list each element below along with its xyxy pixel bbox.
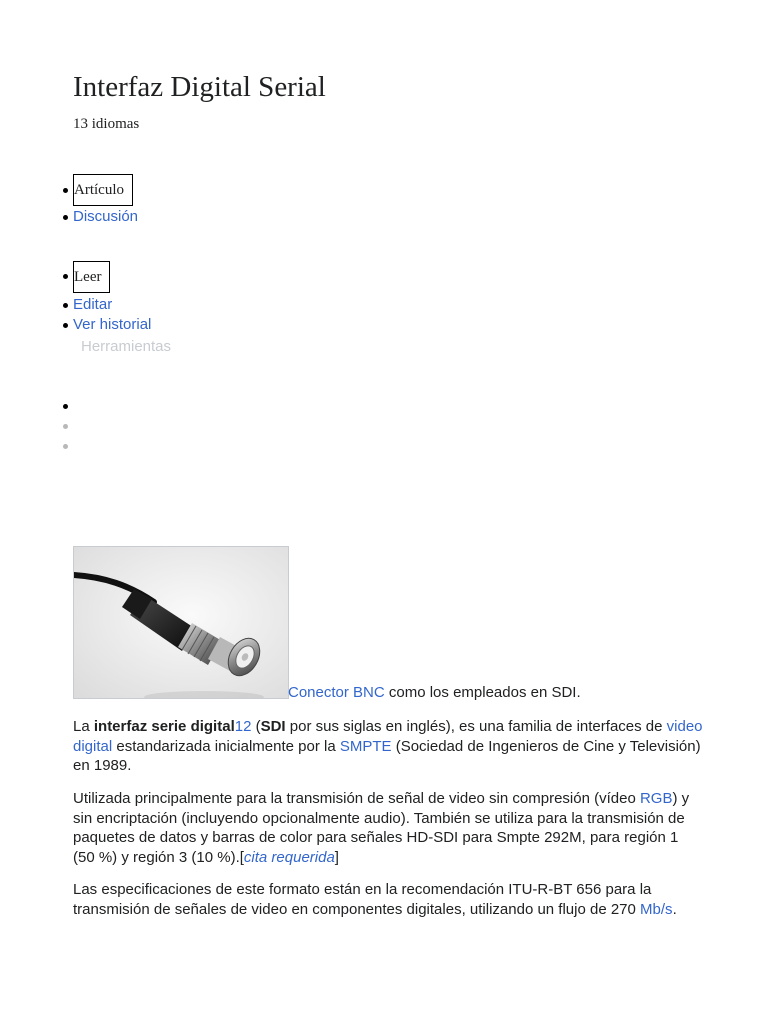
bnc-connector-image[interactable]: [73, 546, 289, 699]
tab-article-item: [61, 173, 138, 207]
figure-caption: [288, 684, 581, 702]
citation-needed-text: cita requerida: [243, 848, 335, 866]
p1-text-3: por sus siglas en inglés), es una familia de interfaces de: [285, 718, 667, 735]
p1-text-1: La: [73, 718, 94, 735]
spec-paragraph: [73, 880, 703, 919]
tab-history-item: [61, 315, 151, 335]
list-item: [61, 416, 73, 436]
video-digital-link[interactable]: video digital: [73, 718, 703, 755]
page-title: Interfaz Digital Serial: [73, 71, 326, 103]
bnc-connector-photo-icon: [74, 547, 288, 698]
reference-link[interactable]: 12: [234, 718, 252, 735]
language-selector[interactable]: 13 idiomas: [73, 116, 140, 132]
term-interfaz-serie-digital: interfaz serie digital: [93, 718, 235, 735]
p3-text-2: .: [672, 900, 677, 918]
tab-discussion-item: [61, 207, 138, 227]
intro-paragraph: [73, 717, 703, 776]
p3-text-1: Las especificaciones de este formato están en la recomendación ITU-R-BT 656 para la transmisión de señales de video en componentes digitales, utilizando un flujo de 270: [73, 881, 652, 918]
term-sdi: SDI: [260, 718, 286, 735]
view-tabs: [61, 259, 151, 335]
p2-text-2: ) y sin encriptación (incluyendo opcionalmente audio). También se utiliza para la transmisión de paquetes de datos y barras de color para señales HD-SDI para Smpte 292M, para región 1 (50 %) y región 3 (10 %).[: [73, 790, 690, 866]
tab-edit-item: [61, 295, 151, 315]
p1-text-5: (Sociedad de Ingenieros de Cine y Televisión) en 1989.: [73, 737, 701, 774]
rgb-link[interactable]: RGB: [639, 790, 673, 807]
p2-text-1: Utilizada principalmente para la transmisión de señal de video sin compresión (vídeo: [73, 790, 640, 807]
caption-text: como los empleados en SDI.: [388, 684, 581, 701]
p2-text-3: ]: [334, 848, 339, 866]
citation-needed-link[interactable]: [244, 849, 335, 866]
tab-edit[interactable]: Editar: [73, 296, 113, 313]
tab-read-item: [61, 259, 151, 295]
empty-list: [61, 396, 73, 456]
tab-history[interactable]: Ver historial: [73, 316, 152, 333]
tab-discussion[interactable]: Discusión: [73, 208, 139, 225]
mbps-link[interactable]: Mb/s: [640, 900, 673, 918]
bnc-connector-link[interactable]: Conector BNC: [288, 684, 385, 701]
tools-menu[interactable]: Herramientas: [81, 338, 172, 355]
list-item: [61, 436, 73, 456]
namespace-tabs: [61, 173, 138, 227]
tab-read[interactable]: Leer: [73, 261, 110, 293]
list-item: [61, 396, 73, 416]
tab-article[interactable]: Artículo: [73, 174, 133, 206]
usage-paragraph: [73, 789, 703, 867]
p1-text-2: (: [251, 718, 261, 735]
p1-text-4: estandarizada inicialmente por la: [112, 737, 340, 755]
smpte-link[interactable]: SMPTE: [339, 737, 392, 755]
